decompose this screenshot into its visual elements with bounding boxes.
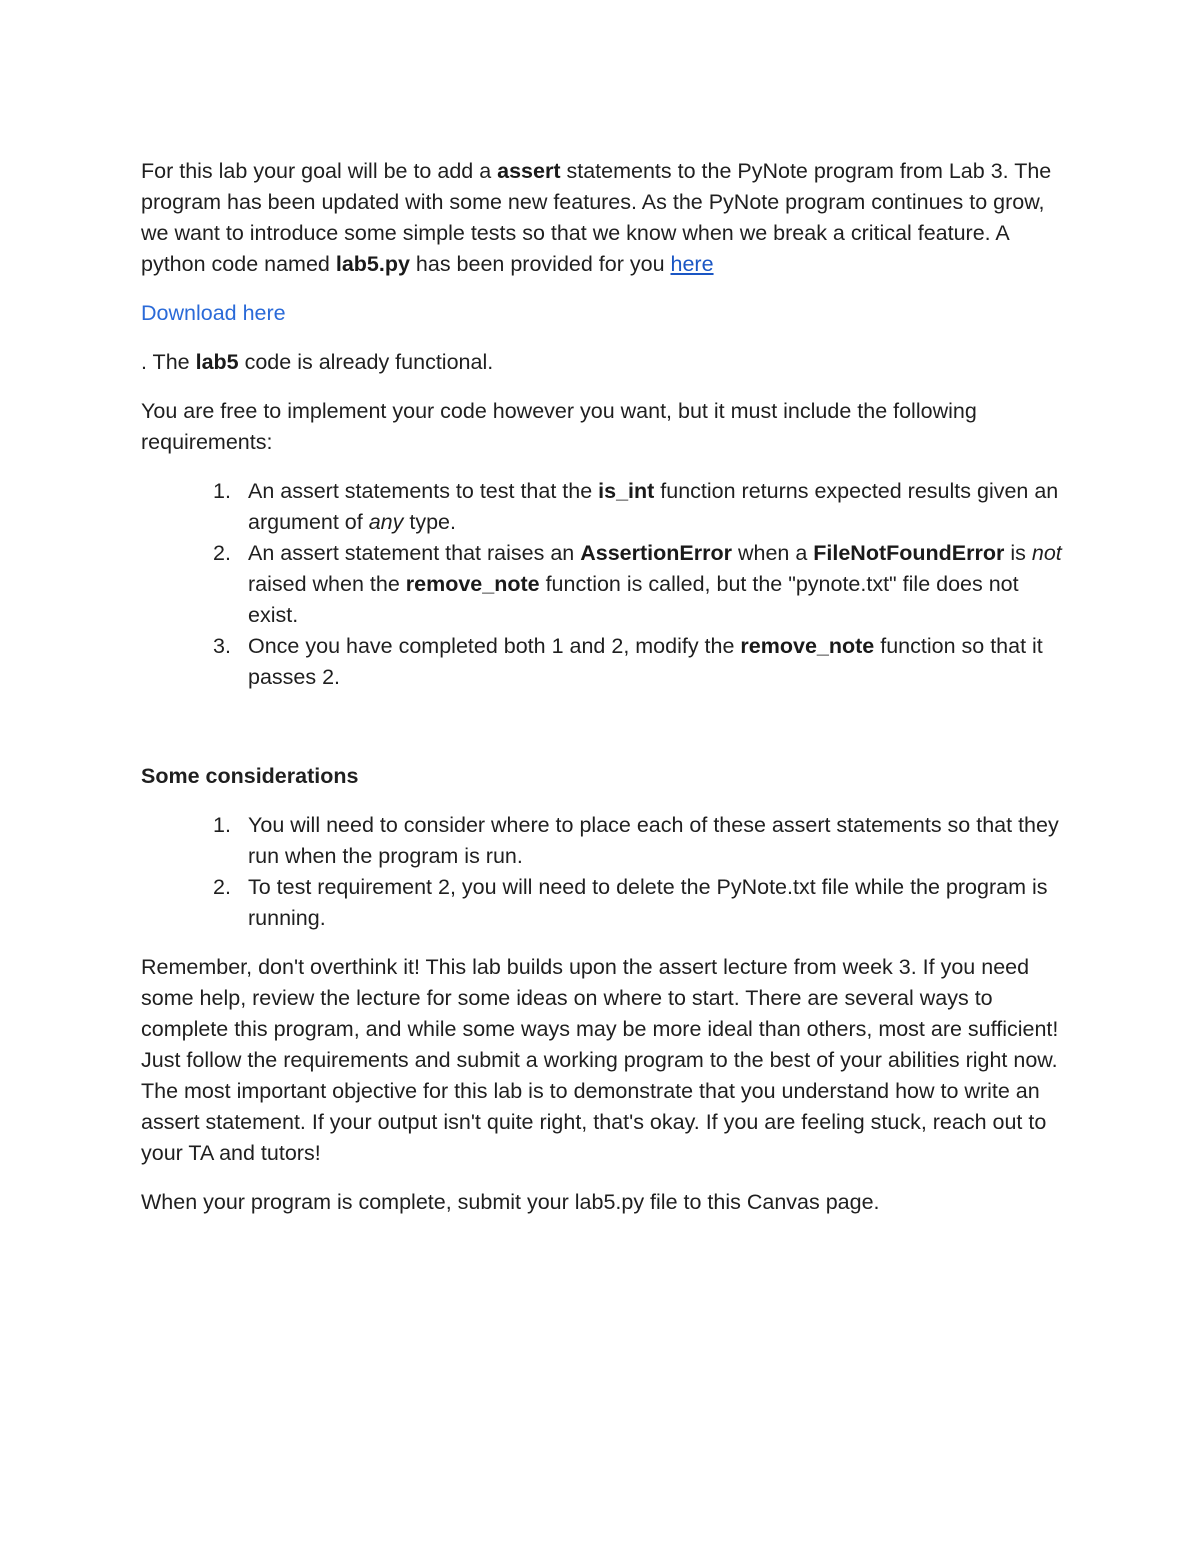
intro-text-1: For this lab your goal will be to add a bbox=[141, 159, 498, 183]
req-text: type. bbox=[403, 510, 456, 534]
submit-paragraph: When your program is complete, submit your lab5.py file to this Canvas page. bbox=[141, 1190, 880, 1214]
req-text: An assert statements to test that the bbox=[248, 479, 599, 503]
remember-paragraph: Remember, don't overthink it! This lab builds upon the assert lecture from week 3. If you need some help, review the lecture for some ideas on where to start. There are several ways to complete this program, and while some ways may be more ideal than others, most are sufficient! Just follow the requirements and submit a working program to the best of your abilities right now. The most important objective for this lab is to demonstrate that you understand how to write an assert statement. If your output isn't quite right, that's okay. If you are feeling stuck, reach out to your TA and tutors! bbox=[141, 955, 1059, 1165]
intro-lab5-filename: lab5.py bbox=[335, 252, 410, 276]
intro-text-3: has been provided for you bbox=[409, 252, 671, 276]
intro-text-2: statements to the PyNote program from Lab 3. The program has been updated with some new features. As the PyNote program continues to grow, we want to introduce some simple tests so that we know when we break a critical feature. A python code named bbox=[141, 159, 1052, 276]
list-number: 2. bbox=[213, 541, 231, 565]
functional-text-2: code is already functional. bbox=[238, 350, 494, 374]
functional-paragraph bbox=[141, 347, 1071, 378]
req-text: function returns expected results given an argument of bbox=[248, 479, 1059, 534]
list-number: 1. bbox=[213, 479, 231, 503]
req-text: An assert statement that raises an bbox=[248, 541, 581, 565]
consideration-item bbox=[141, 810, 1071, 872]
intro-paragraph bbox=[141, 156, 1071, 280]
free-implement-paragraph: You are free to implement your code however you want, but it must include the following requirements: bbox=[141, 399, 977, 454]
req-text: when a bbox=[731, 541, 814, 565]
is-int-keyword: is_int bbox=[598, 479, 655, 503]
assertion-error-keyword: AssertionError bbox=[580, 541, 732, 565]
list-number: 3. bbox=[213, 634, 231, 658]
not-emphasis: not bbox=[1031, 541, 1062, 565]
req-text: is bbox=[1004, 541, 1032, 565]
considerations-list bbox=[141, 810, 1071, 934]
download-link[interactable]: Download here bbox=[141, 301, 286, 325]
requirement-item bbox=[141, 538, 1071, 631]
consideration-text: To test requirement 2, you will need to delete the PyNote.txt file while the program is running. bbox=[248, 875, 1048, 930]
consideration-item bbox=[141, 872, 1071, 934]
here-link[interactable]: here bbox=[670, 252, 714, 276]
functional-text-1: . The bbox=[141, 350, 196, 374]
list-number: 2. bbox=[213, 875, 231, 899]
req-text: function so that it passes 2. bbox=[248, 634, 1043, 689]
requirement-item bbox=[141, 476, 1071, 538]
intro-assert-keyword: assert bbox=[497, 159, 561, 183]
req-text: function is called, but the "pynote.txt" file does not exist. bbox=[248, 572, 1019, 627]
file-not-found-error-keyword: FileNotFoundError bbox=[813, 541, 1005, 565]
considerations-heading: Some considerations bbox=[141, 764, 359, 788]
requirement-item bbox=[141, 631, 1071, 693]
functional-lab5-keyword: lab5 bbox=[195, 350, 239, 374]
remove-note-keyword: remove_note bbox=[405, 572, 540, 596]
req-text: Once you have completed both 1 and 2, modify the bbox=[248, 634, 741, 658]
remove-note-keyword: remove_note bbox=[740, 634, 875, 658]
consideration-text: You will need to consider where to place each of these assert statements so that they run when the program is run. bbox=[248, 813, 1059, 868]
requirements-list bbox=[141, 476, 1071, 693]
document-page bbox=[141, 156, 1071, 1218]
any-emphasis: any bbox=[368, 510, 404, 534]
req-text: raised when the bbox=[248, 572, 406, 596]
list-number: 1. bbox=[213, 813, 231, 837]
